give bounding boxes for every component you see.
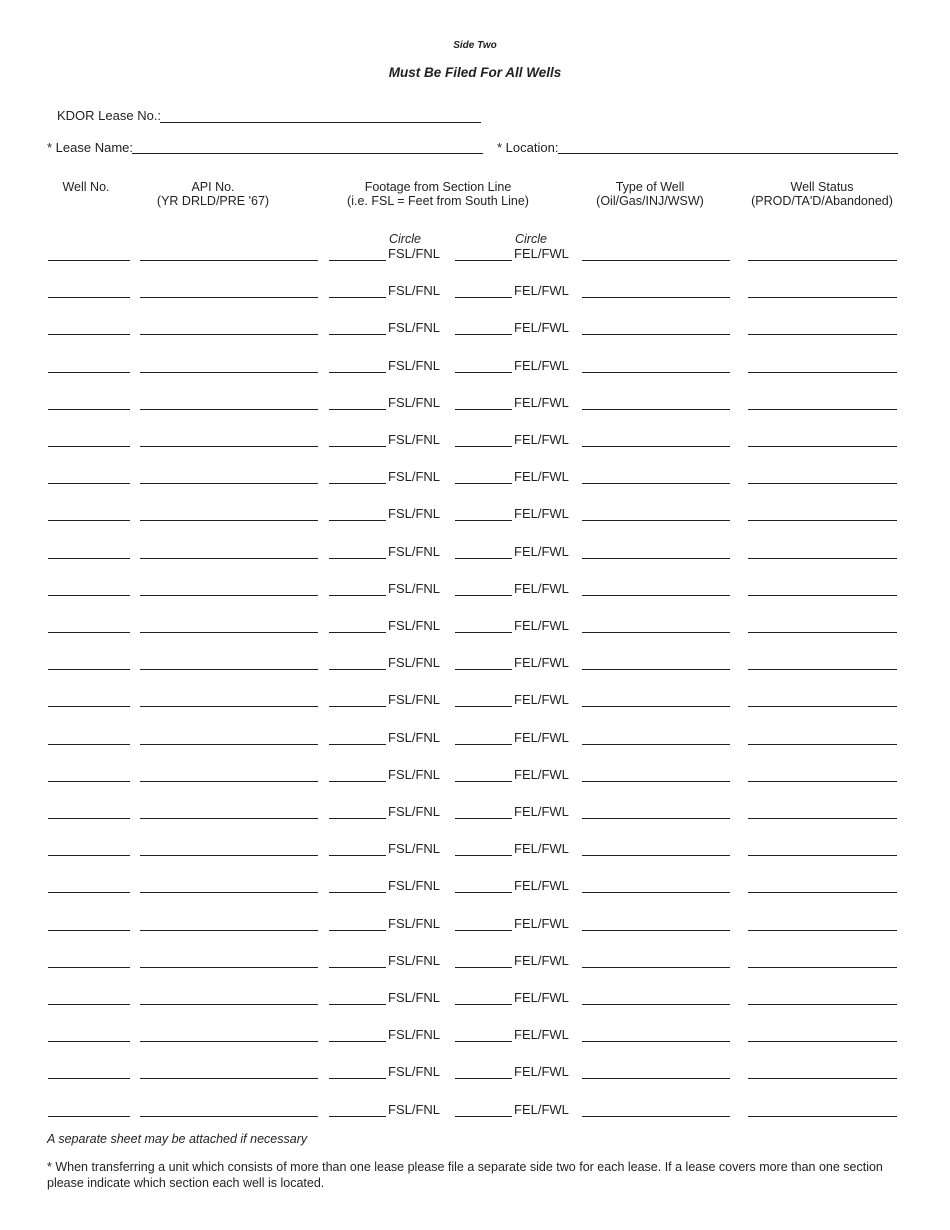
type-of-well-field[interactable] bbox=[582, 1041, 730, 1042]
fel-footage-field[interactable] bbox=[455, 1004, 512, 1005]
api-no-field[interactable] bbox=[140, 930, 318, 931]
side-label: Side Two bbox=[453, 40, 497, 51]
fel-fwl-label[interactable]: FEL/FWL bbox=[514, 916, 569, 931]
well-no-field[interactable] bbox=[48, 892, 130, 893]
type-of-well-field[interactable] bbox=[582, 818, 730, 819]
well-no-field[interactable] bbox=[48, 1004, 130, 1005]
well-status-field[interactable] bbox=[748, 669, 897, 670]
well-status-field[interactable] bbox=[748, 1078, 897, 1079]
well-no-field[interactable] bbox=[48, 706, 130, 707]
fsl-fnl-label[interactable]: FSL/FNL bbox=[388, 506, 441, 521]
fel-fwl-label[interactable]: FEL/FWL bbox=[514, 730, 569, 745]
well-no-field[interactable] bbox=[48, 446, 130, 447]
fsl-fnl-label[interactable]: FSL/FNL bbox=[388, 878, 441, 893]
fsl-footage-field[interactable] bbox=[329, 930, 386, 931]
api-no-field[interactable] bbox=[140, 297, 318, 298]
api-no-field[interactable] bbox=[140, 818, 318, 819]
lease-name-field[interactable] bbox=[132, 153, 483, 154]
well-status-field[interactable] bbox=[748, 520, 897, 521]
fsl-fnl-label[interactable]: FSL/FNL bbox=[388, 432, 441, 447]
fsl-footage-field[interactable] bbox=[329, 372, 386, 373]
api-no-field[interactable] bbox=[140, 1004, 318, 1005]
fsl-footage-field[interactable] bbox=[329, 892, 386, 893]
well-status-field[interactable] bbox=[748, 632, 897, 633]
api-no-field[interactable] bbox=[140, 892, 318, 893]
fel-footage-field[interactable] bbox=[455, 409, 512, 410]
fel-footage-field[interactable] bbox=[455, 706, 512, 707]
type-of-well-field[interactable] bbox=[582, 1116, 730, 1117]
fsl-footage-field[interactable] bbox=[329, 781, 386, 782]
fsl-fnl-label[interactable]: FSL/FNL bbox=[388, 395, 441, 410]
fsl-footage-field[interactable] bbox=[329, 1041, 386, 1042]
well-status-field[interactable] bbox=[748, 1041, 897, 1042]
well-status-field[interactable] bbox=[748, 706, 897, 707]
type-of-well-field[interactable] bbox=[582, 520, 730, 521]
kdor-lease-field[interactable] bbox=[160, 122, 481, 123]
fel-fwl-label[interactable]: FEL/FWL bbox=[514, 358, 569, 373]
well-status-field[interactable] bbox=[748, 892, 897, 893]
col-header-footage: Footage from Section Line (i.e. FSL = Feet from South Line) bbox=[347, 180, 529, 208]
well-status-field[interactable] bbox=[748, 297, 897, 298]
type-of-well-field[interactable] bbox=[582, 297, 730, 298]
api-no-field[interactable] bbox=[140, 260, 318, 261]
location-label: * Location: bbox=[497, 140, 559, 155]
fsl-fnl-label[interactable]: FSL/FNL bbox=[388, 1064, 441, 1079]
api-no-field[interactable] bbox=[140, 1078, 318, 1079]
fel-footage-field[interactable] bbox=[455, 520, 512, 521]
fel-footage-field[interactable] bbox=[455, 1116, 512, 1117]
fel-footage-field[interactable] bbox=[455, 446, 512, 447]
well-status-field[interactable] bbox=[748, 855, 897, 856]
well-status-field[interactable] bbox=[748, 967, 897, 968]
fsl-footage-field[interactable] bbox=[329, 297, 386, 298]
fel-fwl-label[interactable]: FEL/FWL bbox=[514, 1102, 569, 1117]
well-status-field[interactable] bbox=[748, 334, 897, 335]
well-no-field[interactable] bbox=[48, 855, 130, 856]
type-of-well-field[interactable] bbox=[582, 967, 730, 968]
fsl-footage-field[interactable] bbox=[329, 632, 386, 633]
fel-fwl-label[interactable]: FEL/FWL bbox=[514, 618, 569, 633]
fel-fwl-label[interactable]: FEL/FWL bbox=[514, 1027, 569, 1042]
fsl-fnl-label[interactable]: FSL/FNL bbox=[388, 581, 441, 596]
fel-footage-field[interactable] bbox=[455, 595, 512, 596]
type-of-well-field[interactable] bbox=[582, 446, 730, 447]
well-no-field[interactable] bbox=[48, 520, 130, 521]
attach-note: A separate sheet may be attached if necessary bbox=[47, 1132, 308, 1146]
type-of-well-field[interactable] bbox=[582, 260, 730, 261]
fel-footage-field[interactable] bbox=[455, 669, 512, 670]
fel-fwl-label[interactable]: FEL/FWL bbox=[514, 581, 569, 596]
fsl-fnl-label[interactable]: FSL/FNL bbox=[388, 767, 441, 782]
fel-footage-field[interactable] bbox=[455, 260, 512, 261]
well-status-field[interactable] bbox=[748, 744, 897, 745]
fel-fwl-label[interactable]: FEL/FWL bbox=[514, 841, 569, 856]
well-no-field[interactable] bbox=[48, 632, 130, 633]
col-header-well-no: Well No. bbox=[62, 180, 110, 194]
well-no-field[interactable] bbox=[48, 558, 130, 559]
fel-fwl-label[interactable]: FEL/FWL bbox=[514, 767, 569, 782]
fsl-footage-field[interactable] bbox=[329, 744, 386, 745]
fel-footage-field[interactable] bbox=[455, 930, 512, 931]
well-no-field[interactable] bbox=[48, 1116, 130, 1117]
fsl-footage-field[interactable] bbox=[329, 334, 386, 335]
well-status-field[interactable] bbox=[748, 483, 897, 484]
fsl-fnl-label[interactable]: FSL/FNL bbox=[388, 730, 441, 745]
col-header-well-status: Well Status (PROD/TA'D/Abandoned) bbox=[751, 180, 893, 208]
type-of-well-field[interactable] bbox=[582, 1078, 730, 1079]
fsl-fnl-label[interactable]: FSL/FNL bbox=[388, 283, 441, 298]
fsl-footage-field[interactable] bbox=[329, 595, 386, 596]
fsl-fnl-label[interactable]: FSL/FNL bbox=[388, 246, 441, 261]
api-no-field[interactable] bbox=[140, 1116, 318, 1117]
well-no-field[interactable] bbox=[48, 372, 130, 373]
fel-footage-field[interactable] bbox=[455, 855, 512, 856]
fsl-fnl-label[interactable]: FSL/FNL bbox=[388, 692, 441, 707]
api-no-field[interactable] bbox=[140, 669, 318, 670]
fel-footage-field[interactable] bbox=[455, 818, 512, 819]
api-no-field[interactable] bbox=[140, 632, 318, 633]
api-no-field[interactable] bbox=[140, 409, 318, 410]
well-status-field[interactable] bbox=[748, 260, 897, 261]
fsl-footage-field[interactable] bbox=[329, 818, 386, 819]
fsl-fnl-label[interactable]: FSL/FNL bbox=[388, 916, 441, 931]
fel-footage-field[interactable] bbox=[455, 297, 512, 298]
well-status-field[interactable] bbox=[748, 446, 897, 447]
well-status-field[interactable] bbox=[748, 409, 897, 410]
fel-fwl-label[interactable]: FEL/FWL bbox=[514, 953, 569, 968]
fel-footage-field[interactable] bbox=[455, 372, 512, 373]
fsl-footage-field[interactable] bbox=[329, 967, 386, 968]
type-of-well-field[interactable] bbox=[582, 595, 730, 596]
fsl-footage-field[interactable] bbox=[329, 558, 386, 559]
fel-footage-field[interactable] bbox=[455, 334, 512, 335]
fsl-fnl-label[interactable]: FSL/FNL bbox=[388, 320, 441, 335]
fel-fwl-label[interactable]: FEL/FWL bbox=[514, 283, 569, 298]
well-status-field[interactable] bbox=[748, 372, 897, 373]
fsl-footage-field[interactable] bbox=[329, 446, 386, 447]
fsl-fnl-label[interactable]: FSL/FNL bbox=[388, 618, 441, 633]
fsl-fnl-label[interactable]: FSL/FNL bbox=[388, 841, 441, 856]
fel-footage-field[interactable] bbox=[455, 483, 512, 484]
fsl-footage-field[interactable] bbox=[329, 260, 386, 261]
fel-fwl-label[interactable]: FEL/FWL bbox=[514, 544, 569, 559]
fel-footage-field[interactable] bbox=[455, 632, 512, 633]
circle-label-fel: Circle bbox=[515, 232, 547, 246]
fsl-fnl-label[interactable]: FSL/FNL bbox=[388, 990, 441, 1005]
type-of-well-field[interactable] bbox=[582, 558, 730, 559]
fsl-footage-field[interactable] bbox=[329, 1004, 386, 1005]
api-no-field[interactable] bbox=[140, 446, 318, 447]
fsl-footage-field[interactable] bbox=[329, 855, 386, 856]
lease-name-label: * Lease Name: bbox=[47, 140, 133, 155]
transfer-note-line-1: * When transferring a unit which consists of more than one lease please file a separate side two for each lease. If a lease covers more than one section bbox=[47, 1160, 883, 1174]
circle-label-fsl: Circle bbox=[389, 232, 421, 246]
well-no-field[interactable] bbox=[48, 1078, 130, 1079]
fel-fwl-label[interactable]: FEL/FWL bbox=[514, 655, 569, 670]
type-of-well-field[interactable] bbox=[582, 334, 730, 335]
fsl-fnl-label[interactable]: FSL/FNL bbox=[388, 804, 441, 819]
well-no-field[interactable] bbox=[48, 930, 130, 931]
type-of-well-field[interactable] bbox=[582, 892, 730, 893]
form-title: Must Be Filed For All Wells bbox=[388, 65, 562, 80]
fsl-footage-field[interactable] bbox=[329, 520, 386, 521]
fel-fwl-label[interactable]: FEL/FWL bbox=[514, 469, 569, 484]
well-no-field[interactable] bbox=[48, 409, 130, 410]
fel-footage-field[interactable] bbox=[455, 892, 512, 893]
type-of-well-field[interactable] bbox=[582, 855, 730, 856]
fel-fwl-label[interactable]: FEL/FWL bbox=[514, 246, 569, 261]
well-status-field[interactable] bbox=[748, 558, 897, 559]
transfer-note-line-2: please indicate which section each well is located. bbox=[47, 1176, 325, 1190]
api-no-field[interactable] bbox=[140, 967, 318, 968]
fsl-footage-field[interactable] bbox=[329, 1078, 386, 1079]
api-no-field[interactable] bbox=[140, 372, 318, 373]
well-status-field[interactable] bbox=[748, 1004, 897, 1005]
fsl-footage-field[interactable] bbox=[329, 706, 386, 707]
well-no-field[interactable] bbox=[48, 781, 130, 782]
type-of-well-field[interactable] bbox=[582, 706, 730, 707]
well-no-field[interactable] bbox=[48, 1041, 130, 1042]
api-no-field[interactable] bbox=[140, 558, 318, 559]
type-of-well-field[interactable] bbox=[582, 781, 730, 782]
well-status-field[interactable] bbox=[748, 930, 897, 931]
well-no-field[interactable] bbox=[48, 260, 130, 261]
type-of-well-field[interactable] bbox=[582, 483, 730, 484]
well-status-field[interactable] bbox=[748, 781, 897, 782]
fsl-fnl-label[interactable]: FSL/FNL bbox=[388, 358, 441, 373]
well-status-field[interactable] bbox=[748, 595, 897, 596]
fel-fwl-label[interactable]: FEL/FWL bbox=[514, 506, 569, 521]
type-of-well-field[interactable] bbox=[582, 1004, 730, 1005]
fel-fwl-label[interactable]: FEL/FWL bbox=[514, 990, 569, 1005]
well-no-field[interactable] bbox=[48, 744, 130, 745]
api-no-field[interactable] bbox=[140, 855, 318, 856]
api-no-field[interactable] bbox=[140, 483, 318, 484]
type-of-well-field[interactable] bbox=[582, 744, 730, 745]
well-no-field[interactable] bbox=[48, 967, 130, 968]
api-no-field[interactable] bbox=[140, 520, 318, 521]
well-no-field[interactable] bbox=[48, 297, 130, 298]
type-of-well-field[interactable] bbox=[582, 409, 730, 410]
fel-fwl-label[interactable]: FEL/FWL bbox=[514, 804, 569, 819]
api-no-field[interactable] bbox=[140, 334, 318, 335]
type-of-well-field[interactable] bbox=[582, 632, 730, 633]
api-no-field[interactable] bbox=[140, 1041, 318, 1042]
fel-footage-field[interactable] bbox=[455, 1078, 512, 1079]
fsl-fnl-label[interactable]: FSL/FNL bbox=[388, 544, 441, 559]
fel-fwl-label[interactable]: FEL/FWL bbox=[514, 320, 569, 335]
type-of-well-field[interactable] bbox=[582, 669, 730, 670]
fel-fwl-label[interactable]: FEL/FWL bbox=[514, 878, 569, 893]
col-header-api-no: API No. (YR DRLD/PRE '67) bbox=[156, 180, 270, 208]
location-field[interactable] bbox=[558, 153, 898, 154]
fsl-footage-field[interactable] bbox=[329, 669, 386, 670]
fel-fwl-label[interactable]: FEL/FWL bbox=[514, 1064, 569, 1079]
fel-footage-field[interactable] bbox=[455, 558, 512, 559]
well-no-field[interactable] bbox=[48, 334, 130, 335]
fsl-footage-field[interactable] bbox=[329, 409, 386, 410]
fsl-fnl-label[interactable]: FSL/FNL bbox=[388, 953, 441, 968]
type-of-well-field[interactable] bbox=[582, 372, 730, 373]
kdor-lease-label: KDOR Lease No.: bbox=[57, 108, 162, 123]
fsl-footage-field[interactable] bbox=[329, 1116, 386, 1117]
fel-footage-field[interactable] bbox=[455, 744, 512, 745]
api-no-field[interactable] bbox=[140, 706, 318, 707]
fsl-fnl-label[interactable]: FSL/FNL bbox=[388, 1102, 441, 1117]
well-no-field[interactable] bbox=[48, 669, 130, 670]
fsl-footage-field[interactable] bbox=[329, 483, 386, 484]
fel-footage-field[interactable] bbox=[455, 781, 512, 782]
type-of-well-field[interactable] bbox=[582, 930, 730, 931]
well-no-field[interactable] bbox=[48, 595, 130, 596]
fsl-fnl-label[interactable]: FSL/FNL bbox=[388, 655, 441, 670]
fel-fwl-label[interactable]: FEL/FWL bbox=[514, 432, 569, 447]
fel-footage-field[interactable] bbox=[455, 1041, 512, 1042]
well-no-field[interactable] bbox=[48, 483, 130, 484]
well-status-field[interactable] bbox=[748, 818, 897, 819]
fsl-fnl-label[interactable]: FSL/FNL bbox=[388, 469, 441, 484]
fel-footage-field[interactable] bbox=[455, 967, 512, 968]
well-no-field[interactable] bbox=[48, 818, 130, 819]
api-no-field[interactable] bbox=[140, 781, 318, 782]
fsl-fnl-label[interactable]: FSL/FNL bbox=[388, 1027, 441, 1042]
fel-fwl-label[interactable]: FEL/FWL bbox=[514, 395, 569, 410]
well-status-field[interactable] bbox=[748, 1116, 897, 1117]
api-no-field[interactable] bbox=[140, 744, 318, 745]
col-header-type-of-well: Type of Well (Oil/Gas/INJ/WSW) bbox=[596, 180, 704, 208]
api-no-field[interactable] bbox=[140, 595, 318, 596]
fel-fwl-label[interactable]: FEL/FWL bbox=[514, 692, 569, 707]
